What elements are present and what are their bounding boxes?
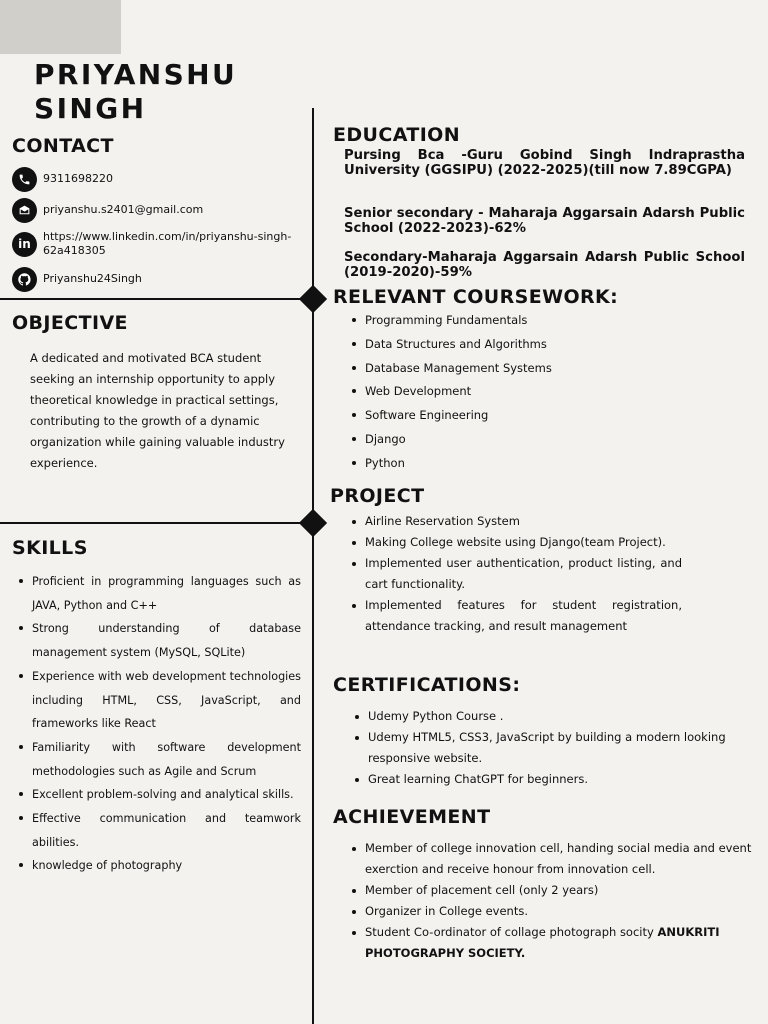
certifications-list xyxy=(368,706,758,790)
achievement-item xyxy=(365,922,755,964)
achievement-item: Member of college innovation cell, handing social media and event exerction and receive honour from innovation cell. xyxy=(365,838,755,880)
skill-item: knowledge of photography xyxy=(32,854,301,878)
education-entry: Pursing Bca -Guru Gobind Singh Indraprastha University (GGSIPU) (2022-2025)(till now 7.89CGPA) xyxy=(344,148,745,178)
skills-list xyxy=(32,570,301,878)
coursework-heading: RELEVANT COURSEWORK: xyxy=(333,286,619,308)
course-item: Software Engineering xyxy=(365,404,552,428)
github-icon xyxy=(12,267,37,292)
contact-phone xyxy=(12,166,113,192)
vertical-divider xyxy=(312,108,314,1024)
diamond-marker-top xyxy=(299,285,327,313)
project-item: Making College website using Django(team Project). xyxy=(365,532,682,553)
linkedin-icon: in xyxy=(12,232,37,257)
coursework-list xyxy=(365,309,552,476)
skill-item: Strong understanding of database management system (MySQL, SQLite) xyxy=(32,617,301,664)
certification-item: Great learning ChatGPT for beginners. xyxy=(368,769,758,790)
course-item: Django xyxy=(365,428,552,452)
skills-heading: SKILLS xyxy=(12,537,88,559)
course-item: Data Structures and Algorithms xyxy=(365,333,552,357)
phone-number[interactable]: 9311698220 xyxy=(43,172,113,185)
course-item: Programming Fundamentals xyxy=(365,309,552,333)
certifications-heading: CERTIFICATIONS: xyxy=(333,674,521,696)
education-heading: EDUCATION xyxy=(333,124,461,146)
course-item: Database Management Systems xyxy=(365,357,552,381)
objective-heading: OBJECTIVE xyxy=(12,312,128,334)
skill-item: Familiarity with software development methodologies such as Agile and Scrum xyxy=(32,736,301,783)
photography-society-name: ANUKRITI PHOTOGRAPHY SOCIETY. xyxy=(365,925,720,960)
linkedin-url[interactable]: https://www.linkedin.com/in/priyanshu-singh-62a418305 xyxy=(43,230,292,257)
education-entry: Secondary-Maharaja Aggarsain Adarsh Public School (2019-2020)-59% xyxy=(344,250,745,280)
contact-email xyxy=(12,197,203,223)
email-address[interactable]: priyanshu.s2401@gmail.com xyxy=(43,203,204,216)
course-item: Web Development xyxy=(365,380,552,404)
certification-item: Udemy Python Course . xyxy=(368,706,758,727)
achievement-item: Member of placement cell (only 2 years) xyxy=(365,880,755,901)
project-item: Airline Reservation System xyxy=(365,511,682,532)
diamond-marker-bottom xyxy=(299,509,327,537)
divider-skills xyxy=(0,522,312,524)
contact-github xyxy=(12,266,142,292)
mail-icon xyxy=(12,198,37,223)
candidate-name xyxy=(34,58,237,126)
certification-item: Udemy HTML5, CSS3, JavaScript by building a modern looking responsive website. xyxy=(368,727,758,769)
first-name: PRIYANSHU xyxy=(34,58,238,91)
achievement-text: Student Co-ordinator of collage photograph socity xyxy=(365,925,658,939)
last-name: SINGH xyxy=(34,92,147,125)
course-item: Python xyxy=(365,452,552,476)
achievement-heading: ACHIEVEMENT xyxy=(333,806,491,828)
skill-item: Effective communication and teamwork abilities. xyxy=(32,807,301,854)
skill-item: Proficient in programming languages such as JAVA, Python and C++ xyxy=(32,570,301,617)
project-item: Implemented features for student registration, attendance tracking, and result management xyxy=(365,595,682,637)
contact-linkedin xyxy=(12,229,293,259)
contact-heading: CONTACT xyxy=(12,135,114,157)
education-entry: Senior secondary - Maharaja Aggarsain Adarsh Public School (2022-2023)-62% xyxy=(344,206,745,236)
achievement-item: Organizer in College events. xyxy=(365,901,755,922)
skill-item: Experience with web development technologies including HTML, CSS, JavaScript, and frameworks like React xyxy=(32,665,301,736)
github-username[interactable]: Priyanshu24Singh xyxy=(43,272,142,285)
project-item: Implemented user authentication, product listing, and cart functionality. xyxy=(365,553,682,595)
phone-icon xyxy=(12,167,37,192)
divider-objective xyxy=(0,298,312,300)
corner-block xyxy=(0,0,121,54)
objective-text: A dedicated and motivated BCA student seeking an internship opportunity to apply theoretical knowledge in practical settings, contributing to the growth of a dynamic organization while gaining valuable industry experience. xyxy=(30,351,285,470)
project-list xyxy=(365,511,682,637)
achievement-list xyxy=(365,838,755,964)
project-heading: PROJECT xyxy=(330,485,425,507)
skill-item: Excellent problem-solving and analytical skills. xyxy=(32,783,301,807)
